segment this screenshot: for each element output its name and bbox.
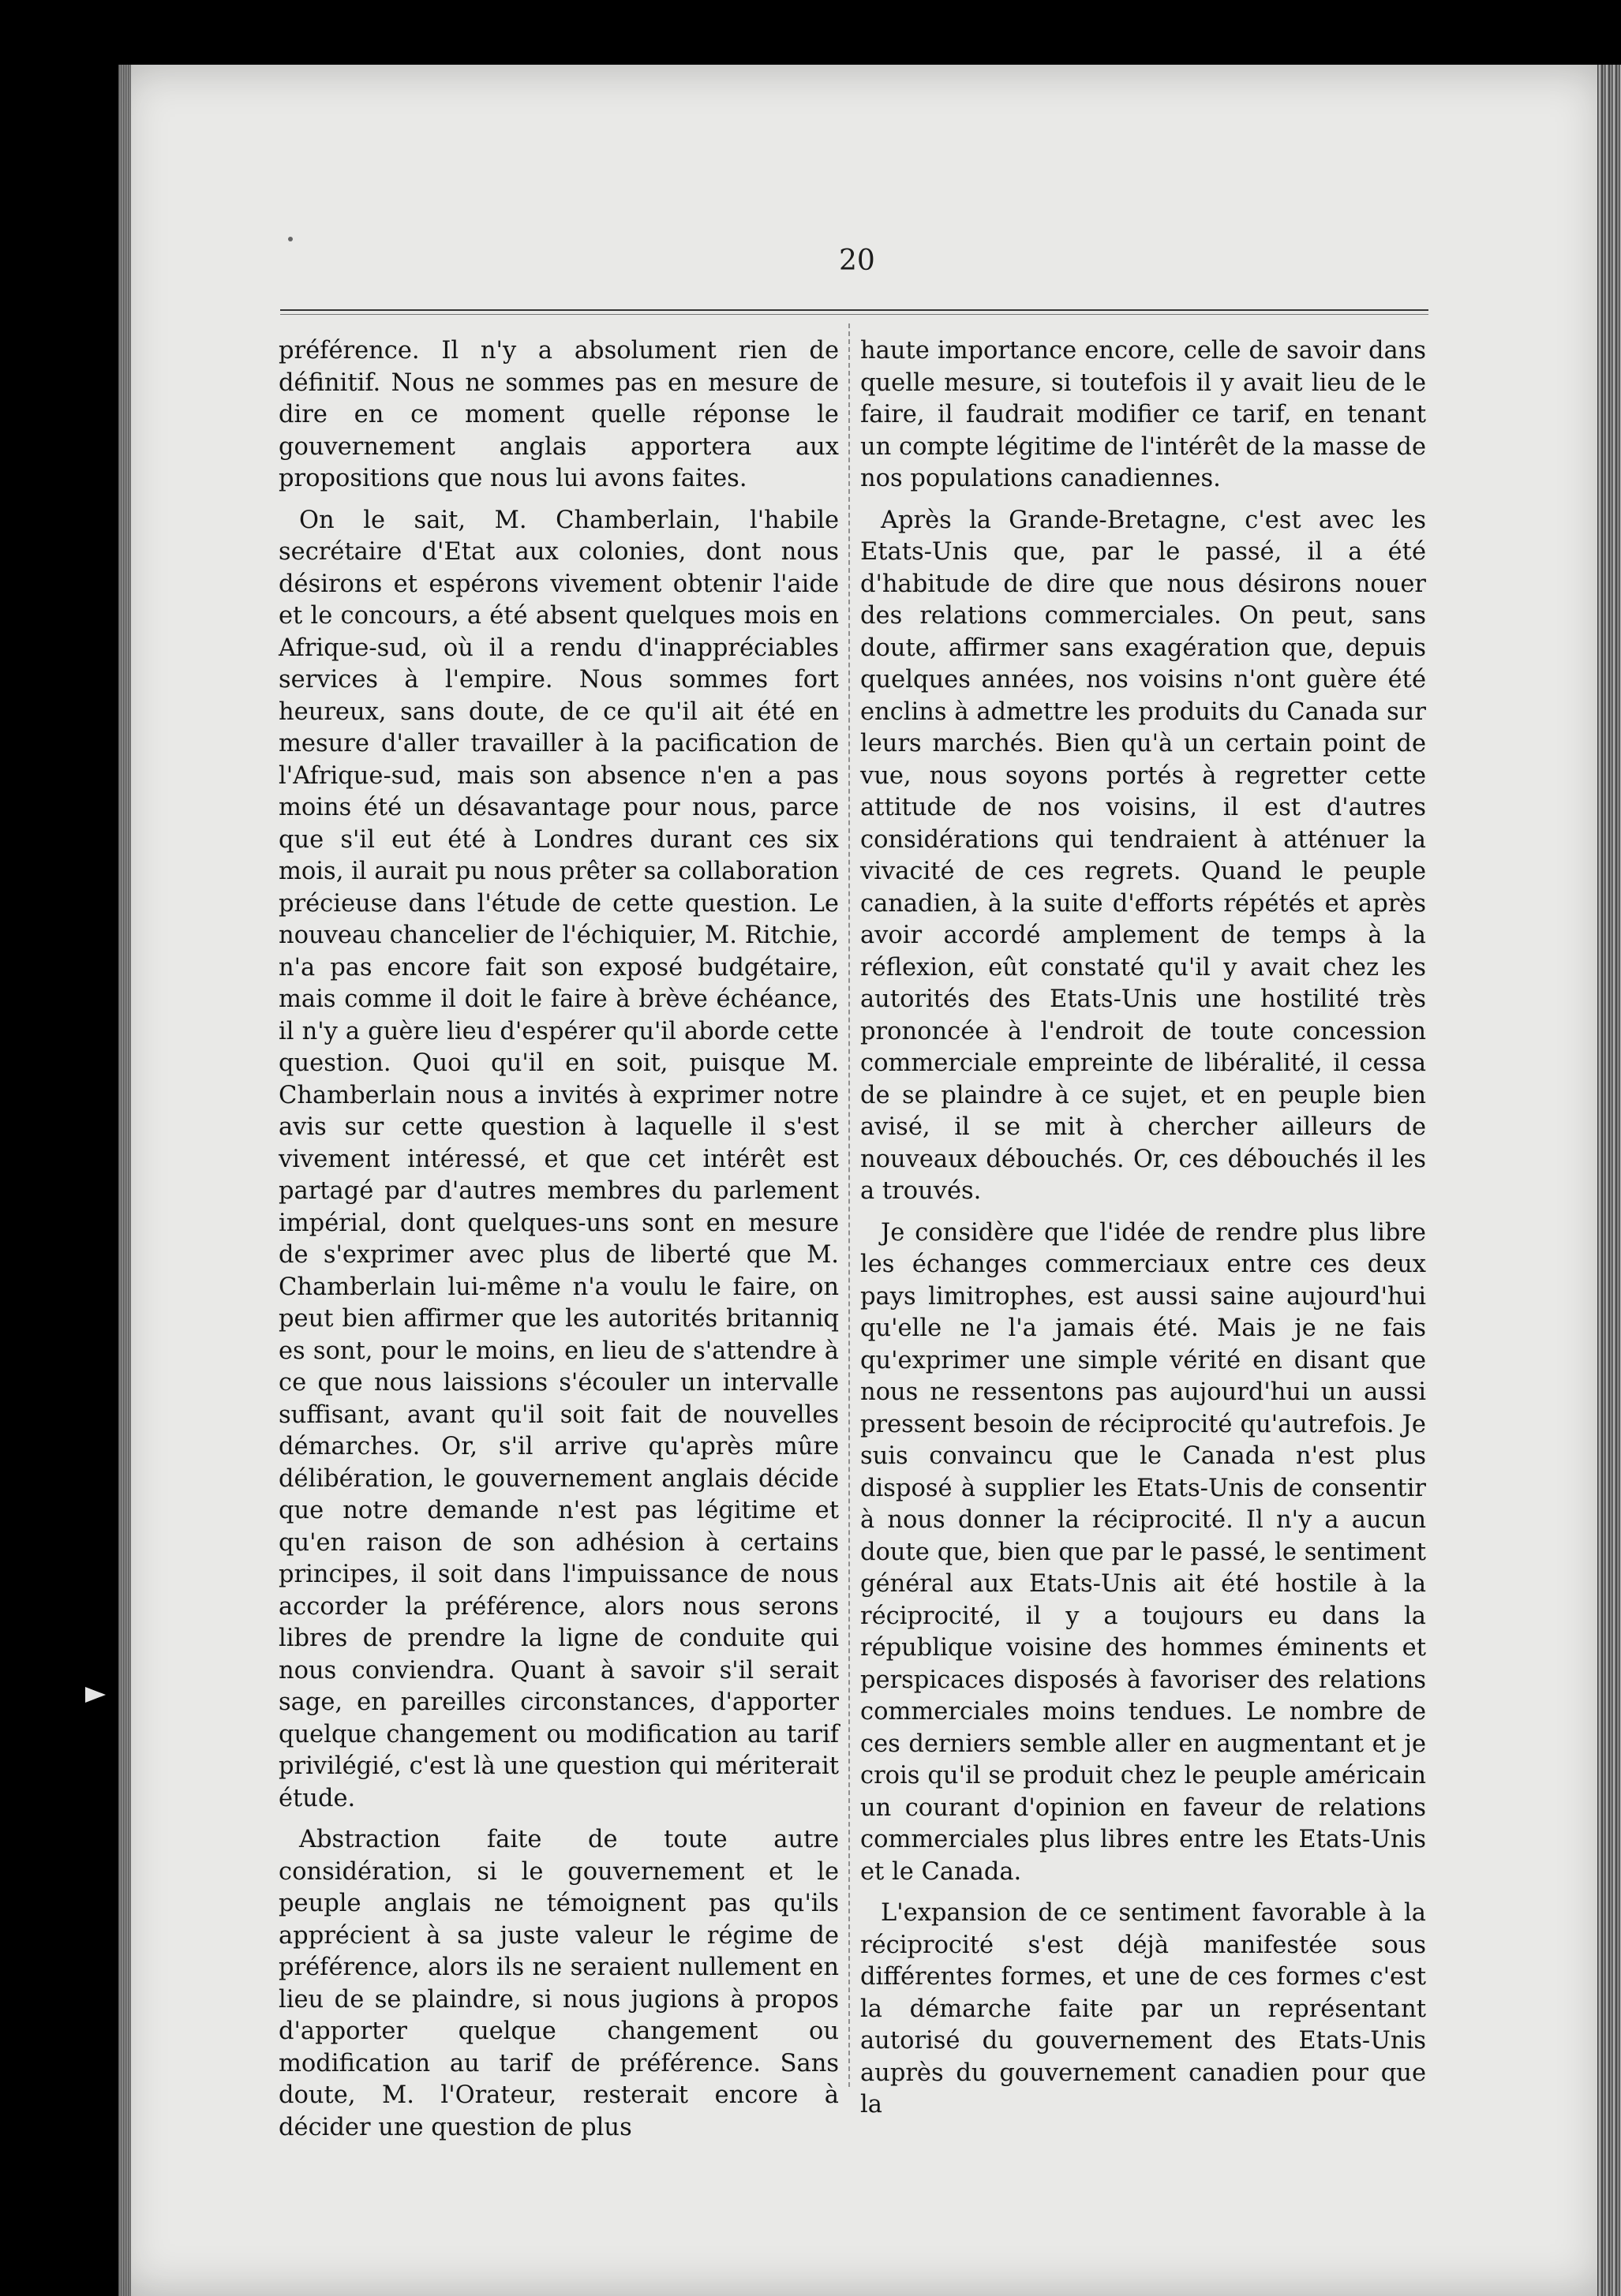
column-divider xyxy=(848,323,850,2087)
paragraph: haute importance encore, celle de savoir dans quelle mesure, si toutefois il y avait lieu de le faire, il faudrait modifier ce tarif, en tenant un compte légitime de l'intérêt de la masse de nos populations canadiennes. xyxy=(860,337,1426,492)
paragraph: Je considère que l'idée de rendre plus libre les échanges commerciaux entre ces deux pays limitrophes, est aussi saine aujourd'hui qu'elle ne l'a jamais été. Mais je ne fais qu'exprimer une simple vérité en disant que nous ne ressentons pas aujourd'hui un aussi pressent besoin de réciprocité qu'autrefois. Je suis convaincu que le Canada n'est plus disposé à supplier les Etats-Unis de consentir à nous donner la réciprocité. Il n'y a aucun doute que, bien que par le passé, le sentiment général aux Etats-Unis ait été hostile à la réciprocité, il y a toujours eu dans la république voisine des hommes éminents et perspicaces disposés à favoriser des relations commerciales moins tendues. Le nombre de ces derniers semble aller en augmentant et je crois qu'il se produit chez le peuple américain un courant d'opinion en faveur de relations commerciales plus libres entre les Etats-Unis et le Canada. xyxy=(860,1218,1426,1886)
paragraph: préférence. Il n'y a absolument rien de définitif. Nous ne sommes pas en mesure de dire en ce moment quelle réponse le gouvernement anglais apportera aux propositions que nous lui avons faites. xyxy=(279,337,839,492)
right-column xyxy=(860,335,1426,2131)
binding-spine xyxy=(118,65,131,2296)
paragraph: Abstraction faite de toute autre considération, si le gouvernement et le peuple anglais ne témoignent pas qu'ils apprécient à sa juste valeur le régime de préférence, alors ils ne seraient nullement en lieu de se plaindre, si nous jugions à propos d'apporter quelque changement ou modification au tarif de préférence. Sans doute, M. l'Orateur, resterait encore à décider une question de plus xyxy=(279,1826,839,2141)
paragraph: Après la Grande-Bretagne, c'est avec les Etats-Unis que, par le passé, il a été d'habitude de dire que nous désirons nouer des relations commerciales. On peut, sans doute, affirmer sans exagération que, depuis quelques années, nos voisins n'ont guère été enclins à admettre les produits du Canada sur leurs marchés. Bien qu'à un certain point de vue, nous soyons portés à regretter cette attitude de nos voisins, il est d'autres considérations qui tendraient à atténuer la vivacité de ces regrets. Quand le peuple canadien, à la suite d'efforts répétés et après avoir accordé amplement de temps à la réflexion, eût constaté qu'il y avait chez les autorités des Etats-Unis une hostilité très prononcée à l'endroit de toute concession commerciale empreinte de libéralité, il cessa de se plaindre à ce sujet, et en peuple bien avisé, il se mit à chercher ailleurs de nouveaux débouchés. Or, ces débouchés il les a trouvés. xyxy=(860,506,1426,1205)
scan-speck xyxy=(288,237,293,241)
left-column xyxy=(279,335,839,2153)
page-number: 20 xyxy=(839,245,875,277)
header-rule xyxy=(280,309,1428,315)
scan-artifact-marker xyxy=(85,1687,106,1703)
paragraph: On le sait, M. Chamberlain, l'habile secrétaire d'Etat aux colonies, dont nous désirons et espérons vivement obtenir l'aide et le concours, a été absent quelques mois en Afrique-sud, où il a rendu d'inappréciables services à l'empire. Nous sommes fort heureux, sans doute, de ce qu'il ait été en mesure d'aller travailler à la pacification de l'Afrique-sud, mais son absence n'en a pas moins été un désavantage pour nous, parce que s'il eut été à Londres durant ces six mois, il aurait pu nous prêter sa collaboration précieuse dans l'étude de cette question. Le nouveau chancelier de l'échiquier, M. Ritchie, n'a pas encore fait son exposé budgétaire, mais comme il doit le faire à brève échéance, il n'y a guère lieu d'espérer qu'il aborde cette question. Quoi qu'il en soit, puisque M. Chamberlain nous a invités à exprimer notre avis sur cette question à laquelle il s'est vivement intéressé, et que cet intérêt est partagé par d'autres membres du parlement impérial, dont quelques-uns sont en mesure de s'exprimer avec plus de liberté que M. Chamberlain lui-même n'a voulu le faire, on peut bien affirmer que les autorités britanniq es sont, pour le moins, en lieu de s'attendre à ce que nous laissions s'écouler un intervalle suffisant, avant qu'il soit fait de nouvelles démarches. Or, s'il arrive qu'après mûre délibération, le gouvernement anglais décide que notre demande n'est pas légitime et qu'en raison de son adhésion à certains principes, il soit dans l'impuissance de nous accorder la préférence, alors nous serons libres de prendre la ligne de conduite qui nous conviendra. Quant à savoir s'il serait sage, en pareilles circonstances, d'apporter quelque changement ou modification au tarif privilégié, c'est là une question qui mériterait étude. xyxy=(279,506,839,1812)
page-edge-stack xyxy=(1597,65,1621,2296)
paragraph: L'expansion de ce sentiment favorable à la réciprocité s'est déjà manifestée sous différentes formes, et une de ces formes c'est la démarche faite par un représentant autorisé du gouvernement des Etats-Unis auprès du gouvernement canadien pour que la xyxy=(860,1899,1426,2118)
